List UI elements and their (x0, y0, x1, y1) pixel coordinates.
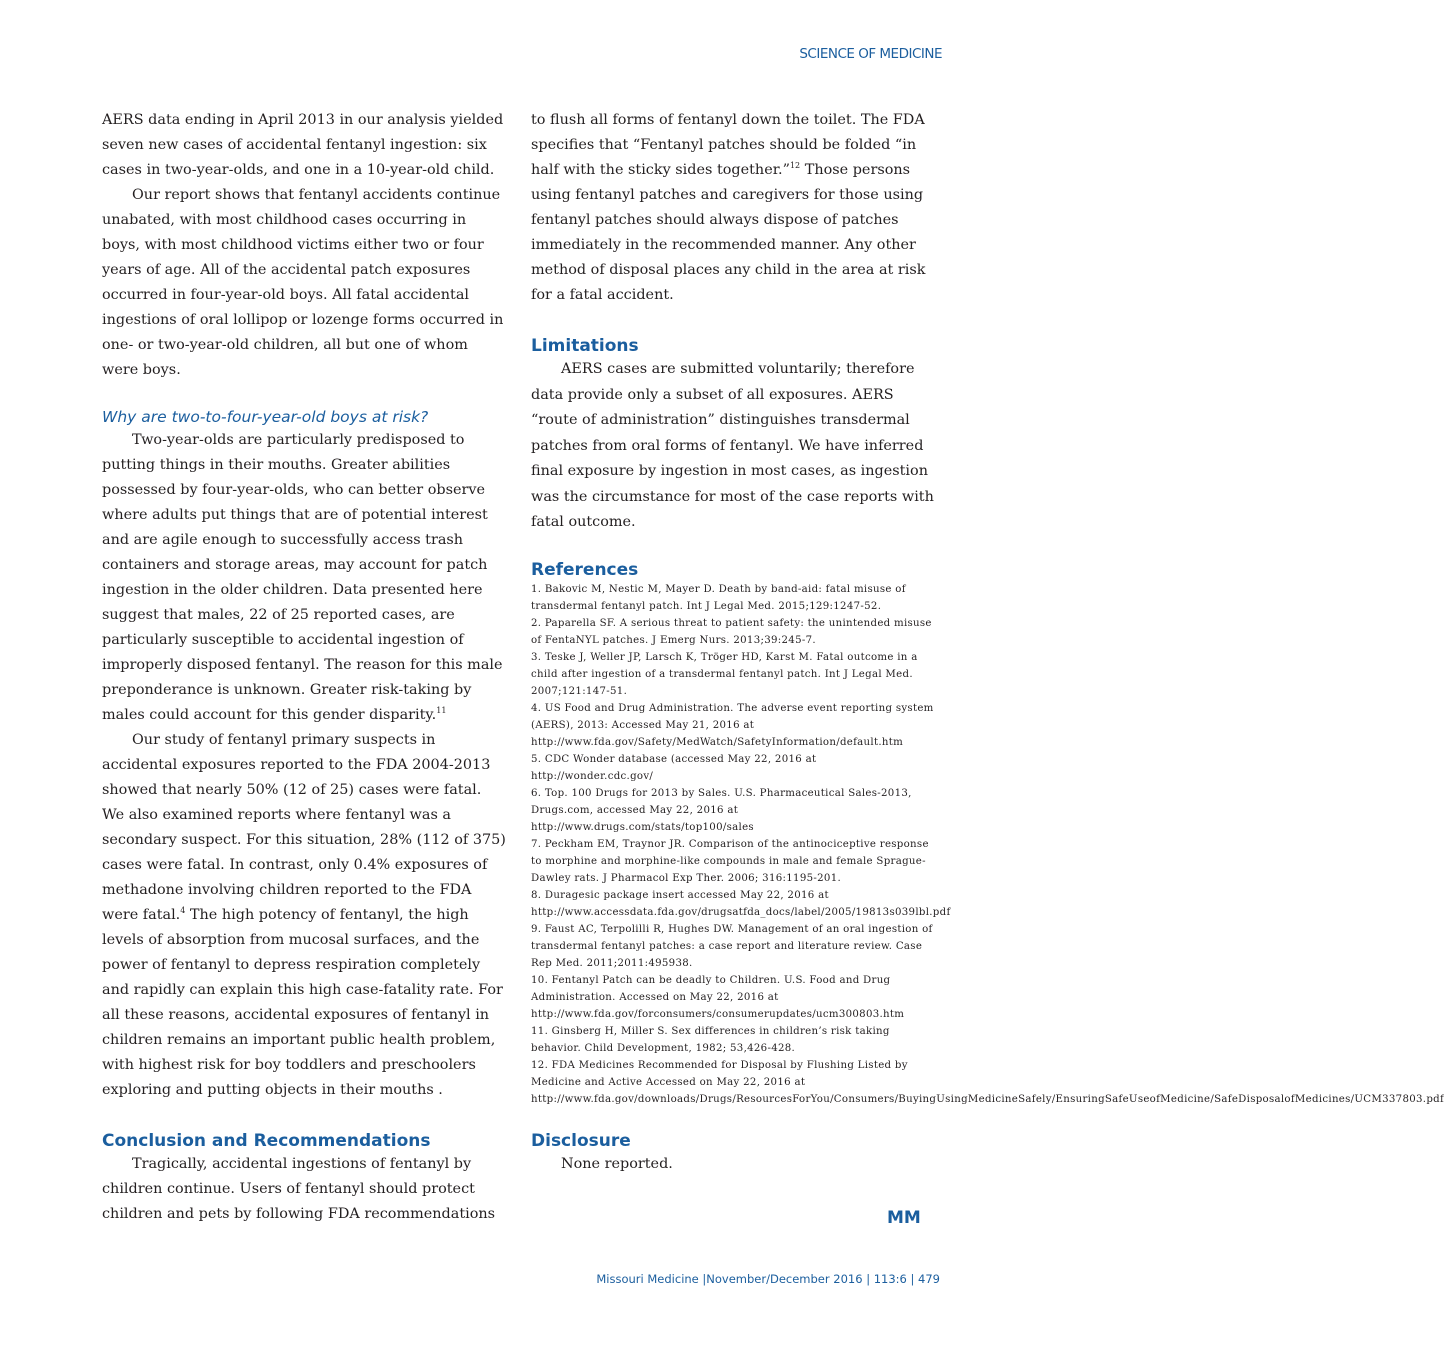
paragraph-text: Our study of fentanyl primary suspects in accidental exposures reported to the FDA 2004-2013 showed that nearly 50% (12 of 25) cases were fatal. We also examined reports where fentanyl was a secondary suspect. For this situation, 28% (112 of 375) cases were fatal. In contrast, only 0.4% exposures of methadone involving children reported to the FDA were fatal. (102, 732, 506, 923)
paragraph: Our report shows that fentanyl accidents continue unabated, with most childhood cases occurring in boys, with most childhood victims either two or four years of age. All of the accidental patch exposures occurred in four-year-old boys. All fatal accidental ingestions of oral lollipop or lozenge forms occurred in one- or two-year-old children, all but one of whom were boys. (102, 187, 504, 378)
reference-item: 9. Faust AC, Terpolilli R, Hughes DW. Management of an oral ingestion of transdermal fentanyl patches: a case report and literature review. Case Rep Med. 2011;2011:495938. (531, 923, 933, 969)
paragraph: Tragically, accidental ingestions of fentanyl by children continue. Users of fentanyl should protect children and pets by following FDA recommendations (102, 1156, 496, 1222)
paragraph-text: Those persons using fentanyl patches and caregivers for those using fentanyl patches should always dispose of patches immediately in the recommended manner. Any other method of disposal places any child in the area at risk for a fatal accident. (531, 162, 926, 303)
reference-item: 7. Peckham EM, Traynor JR. Comparison of the antinociceptive response to morphine and morphine-like compounds in male and female Sprague-Dawley rats. J Pharmacol Exp Ther. 2006; 316:1195-201. (531, 838, 929, 884)
paragraph (102, 428, 508, 728)
section-heading-disclosure: Disclosure (531, 1130, 631, 1151)
paragraph-text: Two-year-olds are particularly predisposed to putting things in their mouths. Greater abilities possessed by four-year-olds, who can better observe where adults put things that are of potential interest and are agile enough to successfully access trash containers and storage areas, may account for patch ingestion in the older children. Data presented here suggest that males, 22 of 25 reported cases, are particularly susceptible to accidental ingestion of improperly disposed fentanyl. The reason for this male preponderance is unknown. Greater risk-taking by males could account for this gender disparity. (102, 432, 503, 723)
section-heading-conclusion: Conclusion and Recommendations (102, 1131, 431, 1151)
page-footer: Missouri Medicine |November/December 2016 | 113:6 | 479 (596, 1272, 940, 1286)
paragraph-text: to flush all forms of fentanyl down the toilet. The FDA specifies that “Fentanyl patches should be folded “in half with the sticky sides together.” (531, 112, 925, 178)
reference-item: 6. Top. 100 Drugs for 2013 by Sales. U.S. Pharmaceutical Sales-2013, Drugs.com, accessed May 22, 2016 at http://www.drugs.com/stats/top100/sales (531, 787, 912, 833)
right-column (531, 108, 1444, 1177)
reference-item: 1. Bakovic M, Nestic M, Mayer D. Death by band-aid: fatal misuse of transdermal fentanyl patch. Int J Legal Med. 2015;129:1247-52. (531, 583, 906, 612)
reference-item: 12. FDA Medicines Recommended for Disposal by Flushing Listed by Medicine and Active Accessed on May 22, 2016 at http://www.fda.gov/downloads/Drugs/ResourcesForYou/Consumers/BuyingUsingMedicineSafely/EnsuringSafeUseofMedicine/SafeDisposalofMedicines/UCM337803.pdf (531, 1059, 1444, 1105)
citation-ref: 4 (180, 906, 186, 915)
left-column (102, 108, 508, 1227)
reference-item: 10. Fentanyl Patch can be deadly to Children. U.S. Food and Drug Administration. Accessed on May 22, 2016 at http://www.fda.gov/forconsumers/consumerupdates/ucm300803.htm (531, 974, 905, 1020)
reference-list (531, 581, 1444, 1108)
subheading-risk: Why are two-to-four-year-old boys at risk? (102, 408, 429, 426)
reference-item: 5. CDC Wonder database (accessed May 22, 2016 at http://wonder.cdc.gov/ (531, 753, 817, 782)
reference-item: 4. US Food and Drug Administration. The adverse event reporting system (AERS), 2013: Accessed May 21, 2016 at http://www.fda.gov/Safety/MedWatch/SafetyInformation/default.htm (531, 702, 934, 748)
reference-item: 11. Ginsberg H, Miller S. Sex differences in children’s risk taking behavior. Child Development, 1982; 53,426-428. (531, 1025, 890, 1054)
reference-item: 3. Teske J, Weller JP, Larsch K, Tröger HD, Karst M. Fatal outcome in a child after ingestion of a transdermal fentanyl patch. Int J Legal Med. 2007;121:147-51. (531, 651, 918, 697)
citation-ref: 12 (789, 161, 801, 170)
paragraph: AERS cases are submitted voluntarily; therefore data provide only a subset of all exposures. AERS “route of administration” distinguishes transdermal patches from oral forms of fentanyl. We have inferred final exposure by ingestion in most cases, as ingestion was the circumstance for most of the case reports with fatal outcome. (531, 361, 934, 530)
section-heading-limitations: Limitations (531, 336, 639, 356)
journal-logo: MM (887, 1208, 921, 1228)
running-head: SCIENCE OF MEDICINE (799, 46, 942, 62)
paragraph (531, 108, 941, 308)
disclosure-text: None reported. (561, 1155, 673, 1172)
reference-item: 8. Duragesic package insert accessed May 22, 2016 at http://www.accessdata.fda.gov/drugsatfda_docs/label/2005/19813s039lbl.pdf (531, 889, 951, 918)
paragraph: AERS data ending in April 2013 in our analysis yielded seven new cases of accidental fentanyl ingestion: six cases in two-year-olds, and one in a 10-year-old child. (102, 112, 504, 178)
paragraph (102, 728, 508, 1103)
reference-item: 2. Paparella SF. A serious threat to patient safety: the unintended misuse of FentaNYL patches. J Emerg Nurs. 2013;39:245-7. (531, 617, 932, 646)
paragraph-text: The high potency of fentanyl, the high levels of absorption from mucosal surfaces, and the power of fentanyl to depress respiration completely and rapidly can explain this high case-fatality rate. For all these reasons, accidental exposures of fentanyl in children remains an important public health problem, with highest risk for boy toddlers and preschoolers exploring and putting objects in their mouths . (102, 907, 503, 1098)
citation-ref: 11 (436, 706, 447, 715)
section-heading-references: References (531, 559, 639, 580)
